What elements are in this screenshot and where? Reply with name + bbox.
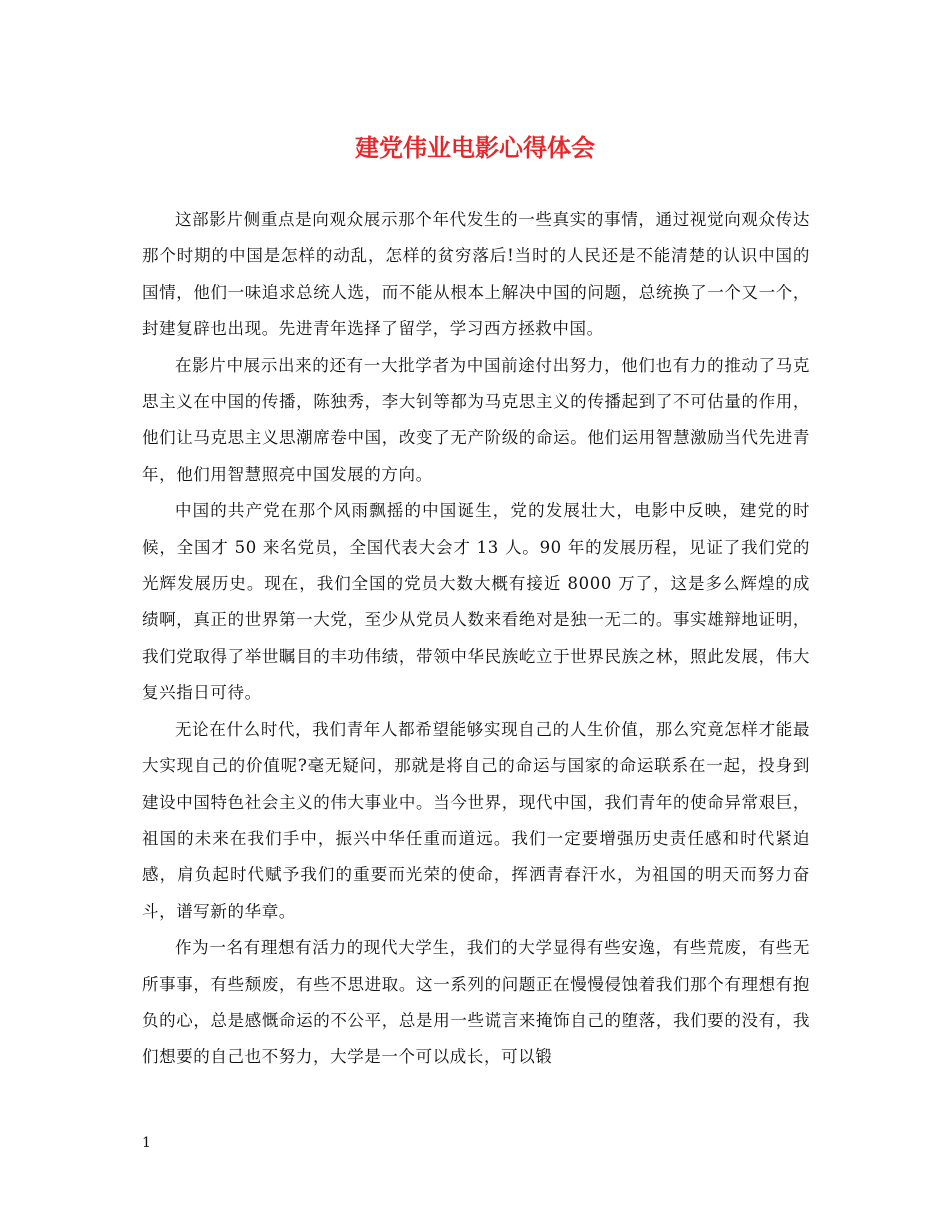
paragraph-2: 在影片中展示出来的还有一大批学者为中国前途付出努力，他们也有力的推动了马克思主义在中国的传播，陈独秀，李大钊等都为马克思主义的传播起到了不可估量的作用，他们让马克思主义思潮席卷中国，改变了无产阶级的命运。他们运用智慧激励当代先进青年，他们用智慧照亮中国发展的方向。	[142, 355, 810, 484]
paragraph-3: 中国的共产党在那个风雨飘摇的中国诞生，党的发展壮大，电影中反映，建党的时候，全国才 50 来名党员，全国代表大会才 13 人。90 年的发展历程，见证了我们党的光辉发展历史。现在，我们全国的党员大数大概有接近 8000 万了，这是多么辉煌的成绩啊，真正的世界第一大党，至少从党员人数来看绝对是独一无二的。事实雄辩地证明，我们党取得了举世瞩目的丰功伟绩，带领中华民族屹立于世界民族之林，照此发展，伟大复兴指日可待。	[142, 501, 810, 703]
paragraph-1: 这部影片侧重点是向观众展示那个年代发生的一些真实的事情，通过视觉向观众传达那个时期的中国是怎样的动乱，怎样的贫穷落后!当时的人民还是不能清楚的认识中国的国情，他们一味追求总统人选，而不能从根本上解决中国的问题，总统换了一个又一个，封建复辟也出现。先进青年选择了留学，学习西方拯救中国。	[142, 210, 810, 339]
page-number: 1	[142, 1135, 151, 1151]
document-body	[142, 202, 810, 1076]
paragraph-4: 无论在什么时代，我们青年人都希望能够实现自己的人生价值，那么究竟怎样才能最大实现自己的价值呢?毫无疑问，那就是将自己的命运与国家的命运联系在一起，投身到建设中国特色社会主义的伟大事业中。当今世界，现代中国，我们青年的使命异常艰巨，祖国的未来在我们手中，振兴中华任重而道远。我们一定要增强历史责任感和时代紧迫感，肩负起时代赋予我们的重要而光荣的使命，挥洒青春汗水，为祖国的明天而努力奋斗，谱写新的华章。	[142, 719, 810, 921]
paragraph-5: 作为一名有理想有活力的现代大学生，我们的大学显得有些安逸，有些荒废，有些无所事事，有些颓废，有些不思进取。这一系列的问题正在慢慢侵蚀着我们那个有理想有抱负的心，总是感慨命运的不公平，总是用一些谎言来掩饰自己的堕落，我们要的没有，我们想要的自己也不努力，大学是一个可以成长，可以锻	[142, 938, 810, 1067]
document-title: 建党伟业电影心得体会	[355, 133, 595, 162]
